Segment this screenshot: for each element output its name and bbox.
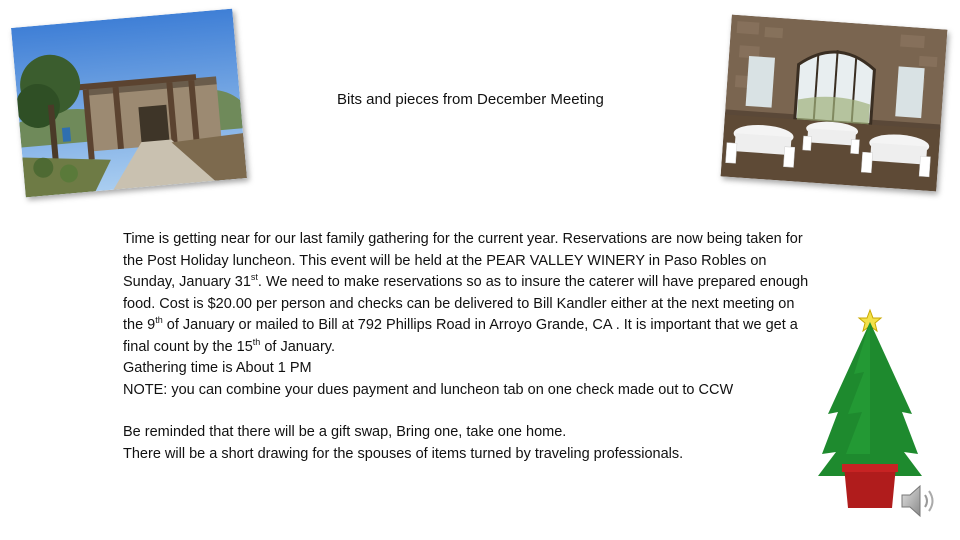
announcement-body <box>123 229 818 465</box>
ordinal-suffix: th <box>155 315 163 326</box>
speaker-icon[interactable] <box>898 480 940 522</box>
slide-title: Bits and pieces from December Meeting <box>337 91 604 108</box>
ordinal-suffix: st <box>250 272 258 283</box>
text-segment: of January or mailed to Bill at 792 Phillips Road in Arroyo Grande, CA . It is important that we get a final count by the 15 <box>123 317 798 355</box>
payment-note-line: NOTE: you can combine your dues payment and luncheon tab on one check made out to CCW <box>123 381 734 398</box>
text-segment: of January. <box>260 338 336 355</box>
gift-swap-line: Be reminded that there will be a gift swap, Bring one, take one home. <box>123 424 567 440</box>
winery-entrance-photo <box>11 9 247 198</box>
text-segment: . We need to make reservations so as to insure the caterer will have prepared enough food. Cost is $20.00 per person and checks can be delivered to Bill Kandler either at the next meeting on the 9 <box>123 274 809 333</box>
text-segment: Time is getting near for our last family gathering for the current year. Reservations are now being taken for the Post Holiday luncheon. This event will be held at the PEAR VALLEY WINERY in Paso Robles on Sunday, January 31 <box>123 231 803 290</box>
paragraph-gap <box>123 401 818 422</box>
gathering-time-line: Gathering time is About 1 PM <box>123 360 312 376</box>
luncheon-paragraph <box>123 229 818 358</box>
drawing-line: There will be a short drawing for the spouses of items turned by traveling professionals. <box>123 445 684 462</box>
ordinal-suffix: th <box>252 336 261 347</box>
banquet-hall-photo <box>721 15 948 192</box>
